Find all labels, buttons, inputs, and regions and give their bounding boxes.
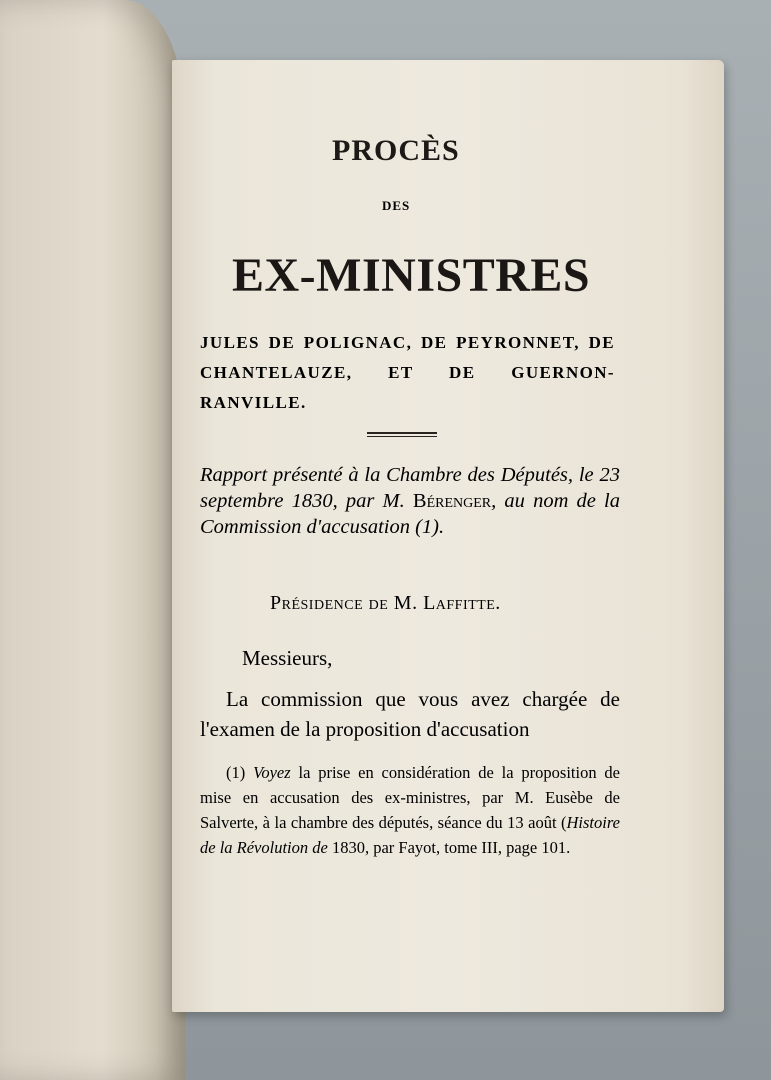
body-text: La commission que vous avez chargée de l'examen de la proposition d'accusation xyxy=(200,687,620,741)
footnote-marker: (1) xyxy=(226,763,254,782)
footnote xyxy=(200,760,620,860)
report-text-1: Rapport présenté à la Chambre des Députés, le 23 septembre 1830, par M. xyxy=(200,464,620,512)
salutation: Messieurs, xyxy=(242,646,333,670)
body-paragraph xyxy=(200,684,620,744)
title-des: DES xyxy=(382,198,411,213)
footnote-source: Histoire de la Révolution de xyxy=(200,813,620,857)
title-main: EX-MINISTRES xyxy=(232,249,591,302)
report-heading xyxy=(200,462,620,540)
presidence-line: Présidence de M. Laffitte. xyxy=(270,592,501,614)
left-page xyxy=(0,0,185,1080)
footnote-text-1: la prise en considération de la proposition de mise en accusation des ex-ministres, par M. Eusèbe de Salverte, à la chambre des députés, séance du 13 août ( xyxy=(200,763,620,832)
double-rule-divider xyxy=(367,432,437,437)
ministers-names: JULES DE POLIGNAC, DE PEYRONNET, DE CHANTELAUZE, ET DE GUERNON-RANVILLE. xyxy=(200,333,615,412)
report-name: Bérenger xyxy=(412,490,492,512)
report-text-2: , au nom de la Commission d'accusation (1). xyxy=(200,490,620,538)
footnote-voyez: Voyez xyxy=(253,763,291,782)
footnote-text-2: 1830, par Fayot, tome III, page 101. xyxy=(327,838,571,857)
title-proces: PROCÈS xyxy=(332,134,460,167)
right-page xyxy=(172,60,724,1012)
